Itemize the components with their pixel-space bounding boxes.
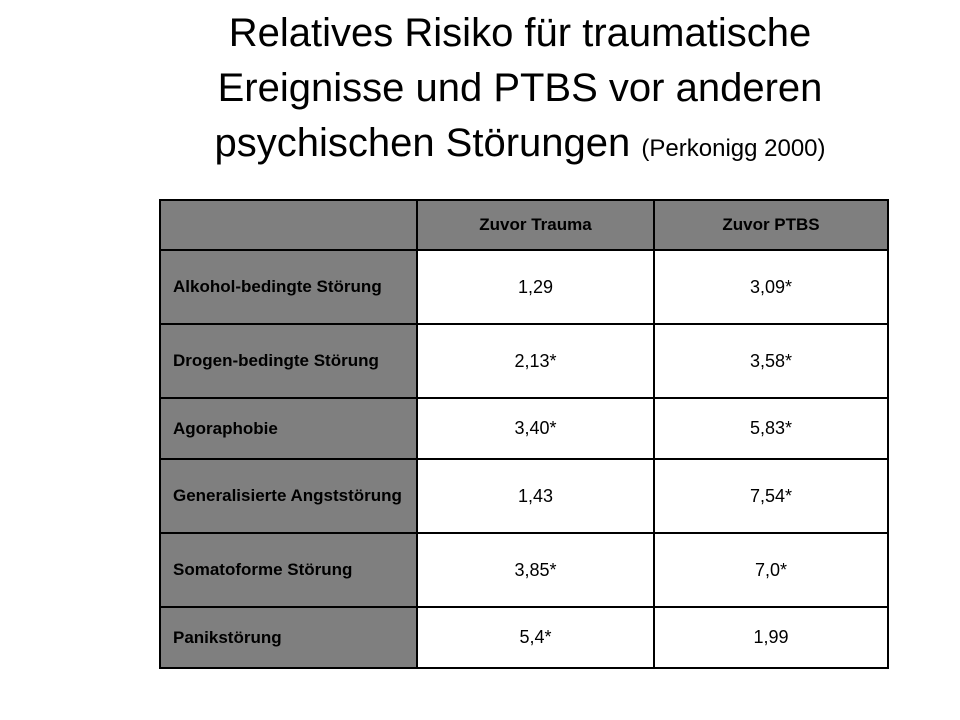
row-label: Drogen-bedingte Störung — [160, 324, 417, 398]
value-trauma: 3,85* — [417, 533, 654, 607]
value-ptbs: 1,99 — [654, 607, 888, 668]
title-line-1: Relatives Risiko für traumatische — [228, 11, 812, 55]
title-line-2: Ereignisse und PTBS vor anderen — [217, 66, 823, 110]
table-row — [160, 250, 888, 324]
row-label: Panikstörung — [160, 607, 417, 668]
table-row — [160, 398, 888, 459]
slide-title — [120, 6, 920, 176]
value-ptbs: 7,54* — [654, 459, 888, 533]
title-line-3-main: psychischen Störungen — [214, 121, 631, 165]
value-ptbs: 5,83* — [654, 398, 888, 459]
header-zuvor-ptbs: Zuvor PTBS — [654, 200, 888, 250]
value-ptbs: 7,0* — [654, 533, 888, 607]
value-trauma: 1,29 — [417, 250, 654, 324]
header-zuvor-trauma: Zuvor Trauma — [417, 200, 654, 250]
value-trauma: 1,43 — [417, 459, 654, 533]
title-line-3 — [120, 116, 920, 176]
table-header-row — [160, 200, 888, 250]
value-trauma: 2,13* — [417, 324, 654, 398]
header-corner-cell — [160, 200, 417, 250]
value-trauma: 3,40* — [417, 398, 654, 459]
value-ptbs: 3,58* — [654, 324, 888, 398]
table-row — [160, 459, 888, 533]
table-row — [160, 607, 888, 668]
row-label: Somatoforme Störung — [160, 533, 417, 607]
value-ptbs: 3,09* — [654, 250, 888, 324]
risk-table — [159, 199, 889, 669]
row-label: Alkohol-bedingte Störung — [160, 250, 417, 324]
table-row — [160, 533, 888, 607]
value-trauma: 5,4* — [417, 607, 654, 668]
row-label: Generalisierte Angststörung — [160, 459, 417, 533]
title-citation: (Perkonigg 2000) — [641, 135, 826, 162]
table-row — [160, 324, 888, 398]
row-label: Agoraphobie — [160, 398, 417, 459]
